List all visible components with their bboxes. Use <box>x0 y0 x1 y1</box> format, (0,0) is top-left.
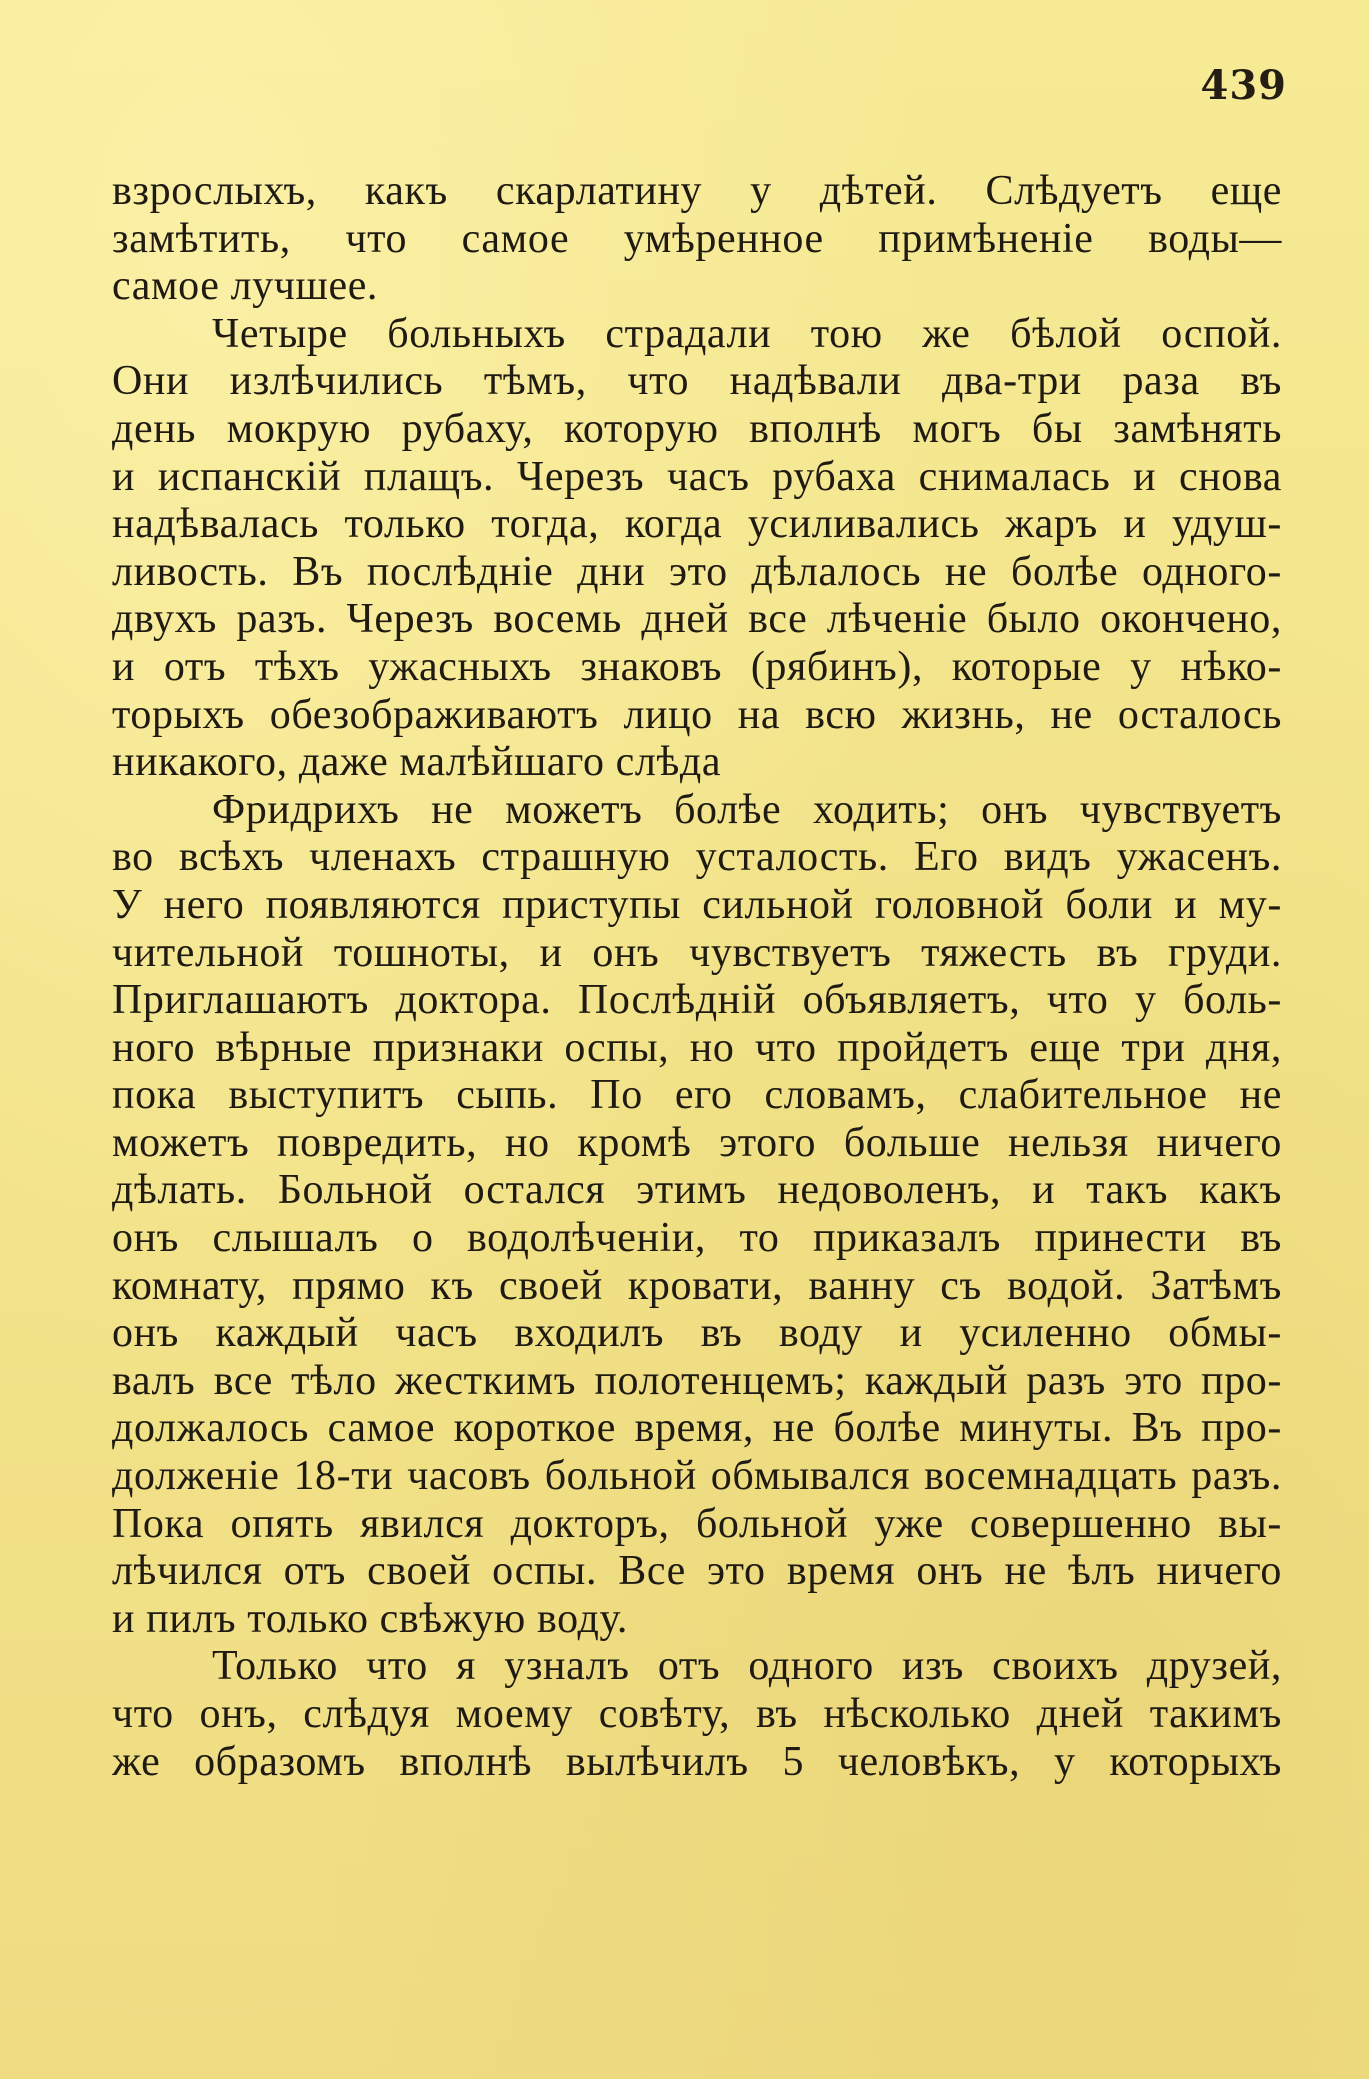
text-line: У него появляются приступы сильной головной боли и му- <box>112 881 1282 928</box>
text-line: дѣлать. Больной остался этимъ недоволенъ, и такъ какъ <box>112 1167 1282 1214</box>
body-text <box>112 168 1282 1786</box>
text-line: должалось самое короткое время, не болѣе минуты. Въ про- <box>112 1405 1282 1452</box>
text-line: никакого, даже малѣйшаго слѣда <box>112 739 722 786</box>
text-line: во всѣхъ членахъ страшную усталость. Его видъ ужасенъ. <box>112 834 1282 881</box>
text-line: ного вѣрные признаки оспы, но что пройдетъ еще три дня, <box>112 1024 1282 1071</box>
text-line: Фридрихъ не можетъ болѣе ходить; онъ чувствуетъ <box>212 786 1282 833</box>
text-line: самое лучшее. <box>112 263 379 310</box>
text-line: долженіе 18-ти часовъ больной обмывался восемнадцать разъ. <box>112 1453 1282 1500</box>
text-line: чительной тошноты, и онъ чувствуетъ тяжесть въ груди. <box>112 929 1282 976</box>
text-line: и отъ тѣхъ ужасныхъ знаковъ (рябинъ), которые у нѣко- <box>112 643 1282 690</box>
text-line: Приглашаютъ доктора. Послѣдній объявляетъ, что у боль- <box>112 977 1282 1024</box>
text-line: можетъ повредить, но кромѣ этого больше нельзя ничего <box>112 1119 1282 1166</box>
text-line: надѣвалась только тогда, когда усиливались жаръ и удуш- <box>112 501 1282 548</box>
text-line: замѣтить, что самое умѣренное примѣненіе воды— <box>112 215 1282 262</box>
text-line: ливость. Въ послѣдніе дни это дѣлалось не болѣе одного- <box>112 548 1282 595</box>
text-line: онъ каждый часъ входилъ въ воду и усиленно обмы- <box>112 1310 1282 1357</box>
text-line: взрослыхъ, какъ скарлатину у дѣтей. Слѣдуетъ еще <box>112 168 1282 214</box>
text-line: Они излѣчились тѣмъ, что надѣвали два-три раза въ <box>112 358 1282 405</box>
text-line: онъ слышалъ о водолѣченіи, то приказалъ принести въ <box>112 1215 1282 1262</box>
text-line: и испанскій плащъ. Черезъ часъ рубаха снималась и снова <box>112 453 1282 500</box>
text-line: что онъ, слѣдуя моему совѣту, въ нѣсколько дней такимъ <box>112 1691 1282 1737</box>
text-line: Четыре больныхъ страдали тою же бѣлой оспой. <box>212 310 1282 357</box>
text-line: Только что я узналъ отъ одного изъ своихъ друзей, <box>212 1643 1282 1690</box>
page-number: 439 <box>1200 62 1287 109</box>
text-line: торыхъ обезображиваютъ лицо на всю жизнь, не осталось <box>112 691 1282 738</box>
text-line: лѣчился отъ своей оспы. Все это время онъ не ѣлъ ничего <box>112 1548 1282 1595</box>
text-line: же образомъ вполнѣ вылѣчилъ 5 человѣкъ, у которыхъ <box>112 1738 1282 1785</box>
text-line: и пилъ только свѣжую воду. <box>112 1595 629 1642</box>
text-line: день мокрую рубаху, которую вполнѣ могъ бы замѣнять <box>112 405 1282 452</box>
text-line: валъ все тѣло жесткимъ полотенцемъ; каждый разъ это про- <box>112 1357 1282 1404</box>
text-line: двухъ разъ. Черезъ восемь дней все лѣченіе было окончено, <box>112 596 1282 643</box>
text-line: пока выступитъ сыпь. По его словамъ, слабительное не <box>112 1072 1282 1119</box>
text-line: Пока опять явился докторъ, больной уже совершенно вы- <box>112 1500 1282 1547</box>
text-line: комнату, прямо къ своей кровати, ванну съ водой. Затѣмъ <box>112 1262 1282 1309</box>
